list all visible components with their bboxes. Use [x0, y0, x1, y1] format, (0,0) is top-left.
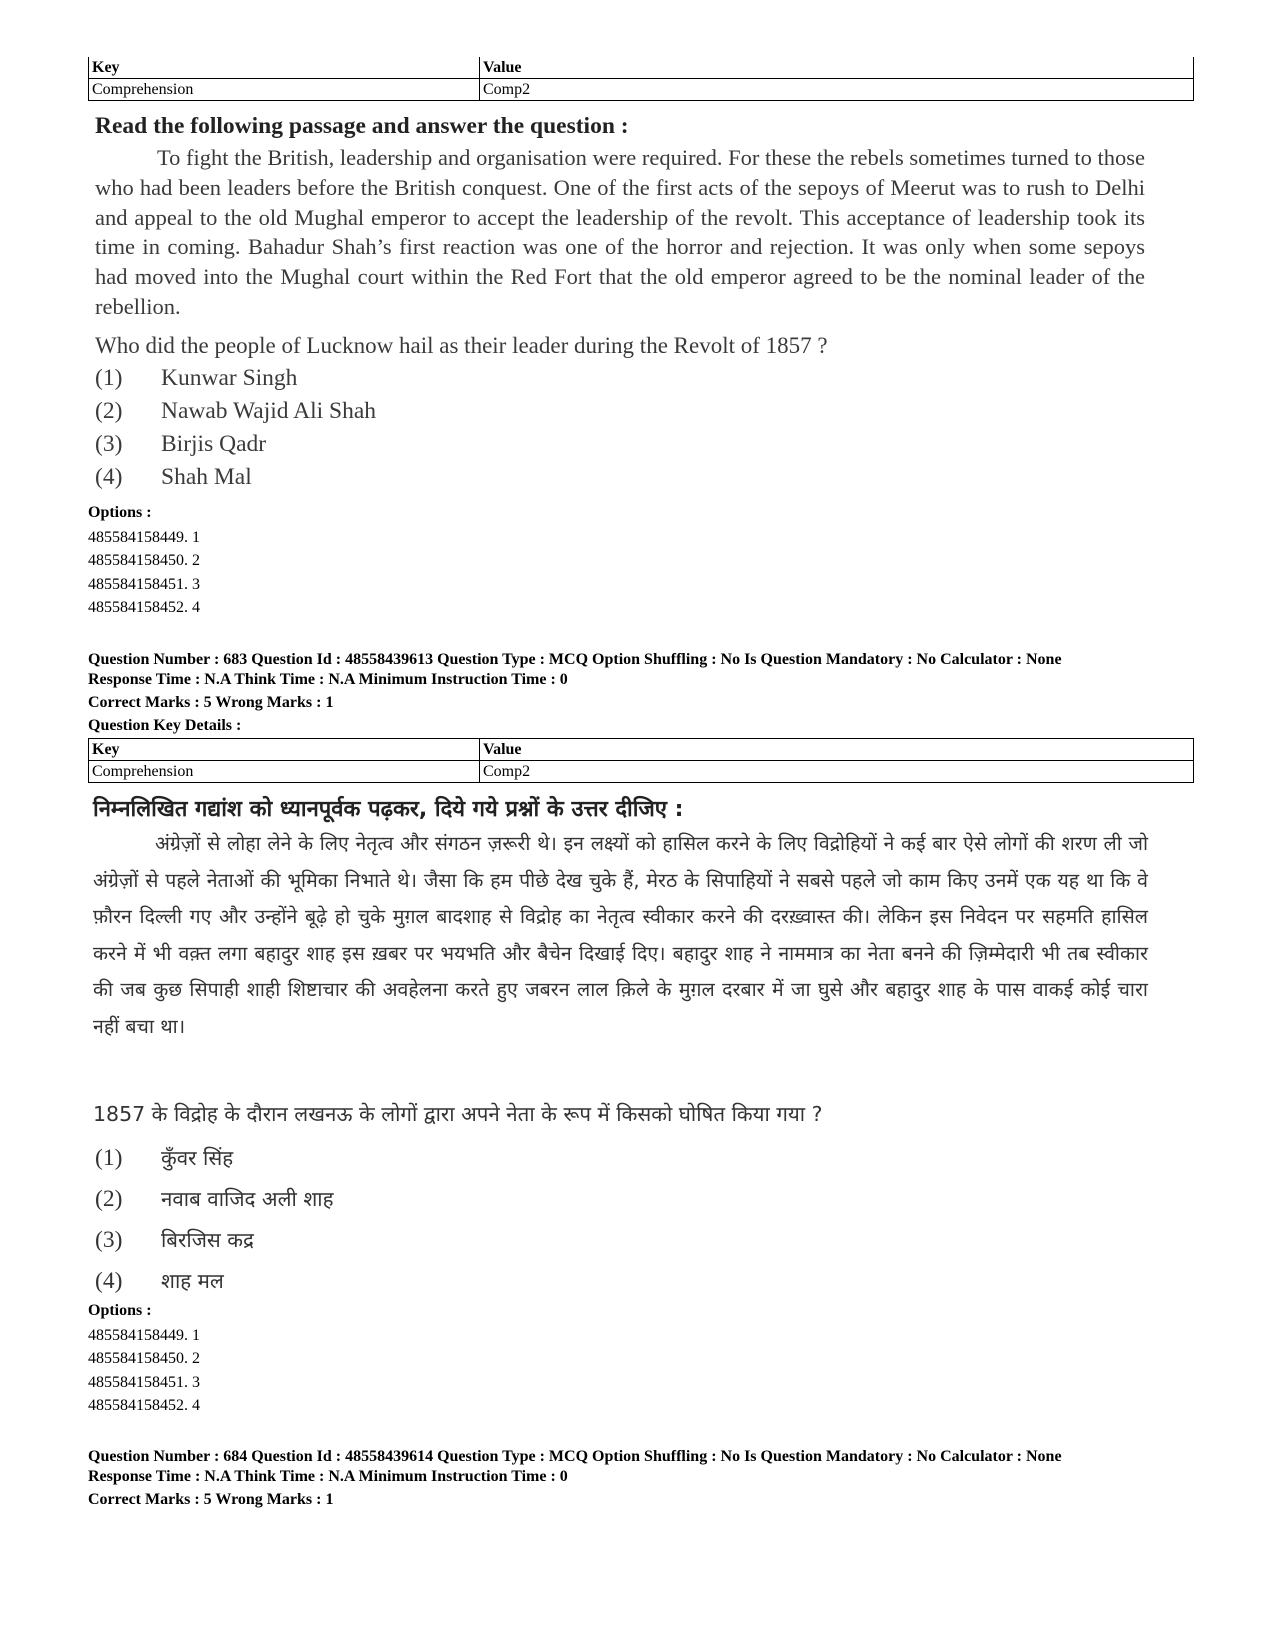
table-cell-value: Comp2 — [480, 761, 1194, 783]
choice-number: (2) — [95, 398, 123, 424]
option-item: 485584158450. 2 — [88, 1350, 200, 1368]
options-list — [88, 1324, 200, 1417]
hindi-question-text: 1857 के विद्रोह के दौरान लखनऊ के लोगों द्वारा अपने नेता के रूप में किसको घोषित किया गया ? — [93, 1102, 823, 1126]
table-header-value: Value — [480, 57, 1194, 79]
hindi-answer-choices — [95, 1138, 333, 1302]
table-cell-key: Comprehension — [89, 761, 480, 783]
choice-item — [95, 1138, 333, 1179]
options-list — [88, 526, 200, 619]
question-marks-line: Correct Marks : 5 Wrong Marks : 1 — [88, 1491, 334, 1508]
option-item: 485584158452. 4 — [88, 1396, 200, 1414]
choice-text: Birjis Qadr — [161, 431, 267, 457]
choice-item — [95, 362, 376, 395]
option-item: 485584158451. 3 — [88, 575, 200, 593]
question-info-line: Question Number : 683 Question Id : 48558439613 Question Type : MCQ Option Shuffling : No Is Question Mandatory : No Calculator : None — [88, 651, 1062, 668]
option-item: 485584158452. 4 — [88, 598, 200, 616]
question-key-table — [88, 57, 1194, 101]
table-header-value: Value — [480, 739, 1194, 761]
choice-text: बिरजिस कद्र — [161, 1228, 254, 1252]
question-info-line: Question Number : 684 Question Id : 48558439614 Question Type : MCQ Option Shuffling : No Is Question Mandatory : No Calculator : None — [88, 1448, 1062, 1465]
question-key-details-label: Question Key Details : — [88, 717, 242, 734]
choice-text: Shah Mal — [161, 464, 252, 490]
option-item: 485584158449. 1 — [88, 1327, 200, 1344]
question-meta — [88, 1447, 1238, 1510]
option-item: 485584158450. 2 — [88, 552, 200, 570]
question-timing-line: Response Time : N.A Think Time : N.A Minimum Instruction Time : 0 — [88, 1468, 568, 1485]
question-key-table — [88, 738, 1194, 783]
choice-item — [95, 461, 376, 494]
table-header-key: Key — [89, 57, 480, 79]
choice-number: (4) — [95, 1268, 123, 1294]
question-marks-line: Correct Marks : 5 Wrong Marks : 1 — [88, 694, 334, 711]
table-header-key: Key — [89, 739, 480, 761]
choice-item — [95, 1261, 333, 1302]
choice-text: कुँवर सिंह — [161, 1146, 234, 1170]
options-label: Options : — [88, 1302, 152, 1319]
choice-item — [95, 428, 376, 461]
choice-number: (2) — [95, 1186, 123, 1212]
choice-number: (1) — [95, 1145, 123, 1171]
answer-choices — [95, 362, 376, 494]
table-cell-key: Comprehension — [89, 79, 480, 101]
choice-item — [95, 1179, 333, 1220]
choice-item — [95, 1220, 333, 1261]
hindi-passage-heading: निम्नलिखित गद्यांश को ध्यानपूर्वक पढ़कर, दिये गये प्रश्नों के उत्तर दीजिए : — [93, 797, 684, 822]
option-item: 485584158451. 3 — [88, 1373, 200, 1391]
question-text: Who did the people of Lucknow hail as their leader during the Revolt of 1857 ? — [95, 333, 828, 358]
table-row — [89, 79, 1194, 101]
choice-text: Kunwar Singh — [161, 365, 298, 391]
table-header-row — [89, 57, 1194, 79]
passage-heading: Read the following passage and answer the question : — [95, 113, 629, 139]
choice-text: नवाब वाजिद अली शाह — [161, 1187, 334, 1211]
option-item: 485584158449. 1 — [88, 529, 200, 546]
passage-text: To fight the British, leadership and organisation were required. For these the rebels sometimes turned to those who had been leaders before the British conquest. One of the first acts of the sepoys of Meerut was to rush to Delhi and appeal to the old Mughal emperor to accept the leadership of the revolt. This acceptance of leadership took its time in coming. Bahadur Shah’s first reaction was one of the horror and rejection. It was only when some sepoys had moved into the Mughal court within the Red Fort that the old emperor agreed to be the nominal leader of the rebellion. — [95, 145, 1145, 319]
question-timing-line: Response Time : N.A Think Time : N.A Minimum Instruction Time : 0 — [88, 671, 568, 688]
choice-item — [95, 395, 376, 428]
choice-text: Nawab Wajid Ali Shah — [161, 398, 377, 424]
hindi-passage-text: अंग्रेज़ों से लोहा लेने के लिए नेतृत्व और संगठन ज़रूरी थे। इन लक्ष्यों को हासिल करने के लिए विद्रोहियों ने कई बार ऐसे लोगों की शरण ली जो अंग्रेज़ों से पहले नेताओं की भूमिका निभाते थे। जैसा कि हम पीछे देख चुके हैं, मेरठ के सिपाहियों ने सबसे पहले जो काम किए उनमें एक यह था कि वे फ़ौरन दिल्ली गए और उन्होंने बूढ़े हो चुके मुग़ल बादशाह से विद्रोह का नेतृत्व स्वीकार करने की दरख़्वास्त की। लेकिन इस निवेदन पर सहमति हासिल करने में भी वक़्त लगा बहादुर शाह इस ख़बर पर भयभति और बैचेन दिखाई दिए। बहादुर शाह ने नाममात्र का नेता बनने की ज़िम्मेदारी भी तब स्वीकार की जब कुछ सिपाही शाही शिष्टाचार की अवहेलना करते हुए जबरन लाल क़िले के मुग़ल दरबार में जा घुसे और बहादुर शाह के पास वाकई कोई चारा नहीं बचा था। — [93, 832, 1148, 1038]
options-label: Options : — [88, 504, 152, 521]
choice-number: (3) — [95, 431, 123, 457]
question-meta — [88, 650, 1238, 736]
choice-number: (4) — [95, 464, 123, 490]
choice-number: (3) — [95, 1227, 123, 1253]
choice-number: (1) — [95, 365, 123, 391]
choice-text: शाह मल — [161, 1269, 224, 1293]
table-header-row — [89, 739, 1194, 761]
table-row — [89, 761, 1194, 783]
table-cell-value: Comp2 — [480, 79, 1194, 101]
